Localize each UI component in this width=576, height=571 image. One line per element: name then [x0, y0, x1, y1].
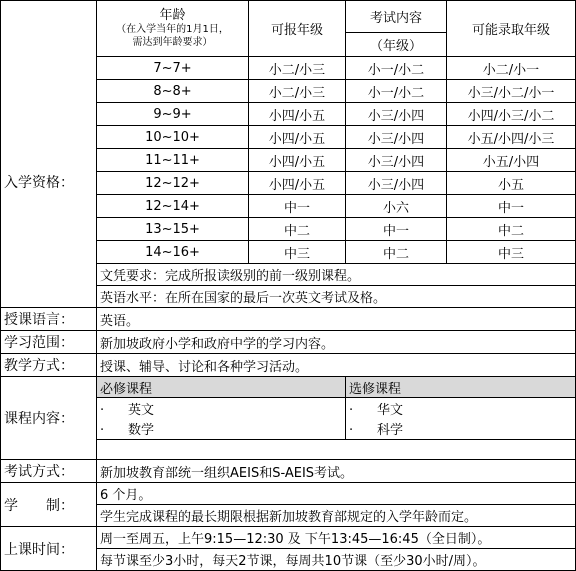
required-course-name: 英文 — [128, 402, 155, 418]
exam-cell: 小三/小四 — [346, 126, 447, 149]
admit-cell: 小二/小一 — [447, 57, 576, 80]
exam-cell: 小三/小四 — [346, 149, 447, 172]
elective-course-item — [346, 419, 576, 440]
grade-cell: 小四/小五 — [249, 172, 346, 195]
exam-label: 考试方式： — [1, 460, 97, 483]
admit-cell: 小五 — [447, 172, 576, 195]
exam-cell: 小一/小二 — [346, 57, 447, 80]
age-cell: 14~16+ — [97, 241, 249, 264]
required-course-item — [97, 398, 346, 419]
age-header-note: （在入学当年的1月1日， — [116, 24, 229, 35]
elective-course-name: 华文 — [377, 402, 404, 418]
grade-header: 可报年级 — [249, 1, 346, 57]
bullet-icon: · — [100, 402, 105, 418]
required-course-name: 数学 — [128, 423, 155, 439]
elective-course-name: 科学 — [377, 423, 404, 439]
english-requirement: 英语水平：在所在国家的最后一次英文考试及格。 — [97, 286, 576, 308]
exam-cell: 小三/小四 — [346, 103, 447, 126]
grade-cell: 小四/小五 — [249, 149, 346, 172]
exam-value: 新加坡教育部统一组织AEIS和S-AEIS考试。 — [97, 460, 576, 483]
scope-label: 学习范围： — [1, 331, 97, 354]
age-cell: 8~8+ — [97, 80, 249, 103]
schedule-line-1: 周一至周五，上午9:15—12:30 及 下午13:45—16:45（全日制）。 — [97, 527, 576, 549]
grade-cell: 中二 — [249, 218, 346, 241]
content-label: 课程内容： — [1, 377, 97, 460]
exam-cell: 中一 — [346, 218, 447, 241]
admission-label: 入学资格： — [1, 57, 97, 308]
exam-cell: 小一/小二 — [346, 80, 447, 103]
age-cell: 10~10+ — [97, 126, 249, 149]
duration-value: 6 个月。 — [97, 483, 576, 505]
elective-course-item — [346, 398, 576, 419]
age-cell: 13~15+ — [97, 218, 249, 241]
exam-cell: 中二 — [346, 241, 447, 264]
age-cell: 7~7+ — [97, 57, 249, 80]
blank-corner-cell — [1, 1, 97, 33]
exam-header-title: 考试内容 — [346, 1, 447, 33]
language-label: 授课语言： — [1, 308, 97, 331]
grade-cell: 小四/小五 — [249, 103, 346, 126]
grade-cell: 中一 — [249, 195, 346, 218]
exam-header-sub: （年级） — [346, 33, 447, 57]
exam-cell: 小六 — [346, 195, 447, 218]
required-course-item — [97, 419, 346, 440]
admit-header: 可能录取年级 — [447, 1, 576, 57]
language-value: 英语。 — [97, 308, 576, 331]
age-header-note-2: 需达到年龄要求） — [132, 37, 213, 48]
bullet-icon: · — [349, 423, 354, 439]
age-header — [97, 1, 249, 57]
admit-cell: 小五/小四/小三 — [447, 126, 576, 149]
grade-cell: 小二/小三 — [249, 80, 346, 103]
method-label: 教学方式： — [1, 354, 97, 377]
scope-value: 新加坡政府小学和政府中学的学习内容。 — [97, 331, 576, 354]
duration-note: 学生完成课程的最长期限根据新加坡教育部规定的入学年龄而定。 — [97, 505, 576, 527]
age-cell: 11~11+ — [97, 149, 249, 172]
admit-cell: 小四/小三/小二 — [447, 103, 576, 126]
age-header-title: 年龄 — [159, 8, 186, 23]
admit-cell: 中二 — [447, 218, 576, 241]
method-value: 授课、辅导、讨论和各种学习活动。 — [97, 354, 576, 377]
admit-cell: 小五/小四 — [447, 149, 576, 172]
required-courses-title: 必修课程 — [97, 377, 346, 398]
admit-cell: 小三/小二/小一 — [447, 80, 576, 103]
content-blank-row — [97, 440, 576, 460]
blank-label-cell — [1, 33, 97, 57]
schedule-line-2: 每节课至少3小时，每天2节课，每周共10节课（至少30小时/周）。 — [97, 549, 576, 571]
certificate-requirement: 文凭要求：完成所报读级别的前一级别课程。 — [97, 264, 576, 286]
grade-cell: 中三 — [249, 241, 346, 264]
grade-cell: 小二/小三 — [249, 57, 346, 80]
bullet-icon: · — [349, 402, 354, 418]
duration-label: 学 制： — [1, 483, 97, 527]
bullet-icon: · — [100, 423, 105, 439]
age-cell: 12~12+ — [97, 172, 249, 195]
exam-cell: 小三/小四 — [346, 172, 447, 195]
age-cell: 12~14+ — [97, 195, 249, 218]
elective-courses-title: 选修课程 — [346, 377, 576, 398]
admit-cell: 中三 — [447, 241, 576, 264]
age-cell: 9~9+ — [97, 103, 249, 126]
schedule-label: 上课时间： — [1, 527, 97, 571]
admit-cell: 中一 — [447, 195, 576, 218]
grade-cell: 小四/小五 — [249, 126, 346, 149]
